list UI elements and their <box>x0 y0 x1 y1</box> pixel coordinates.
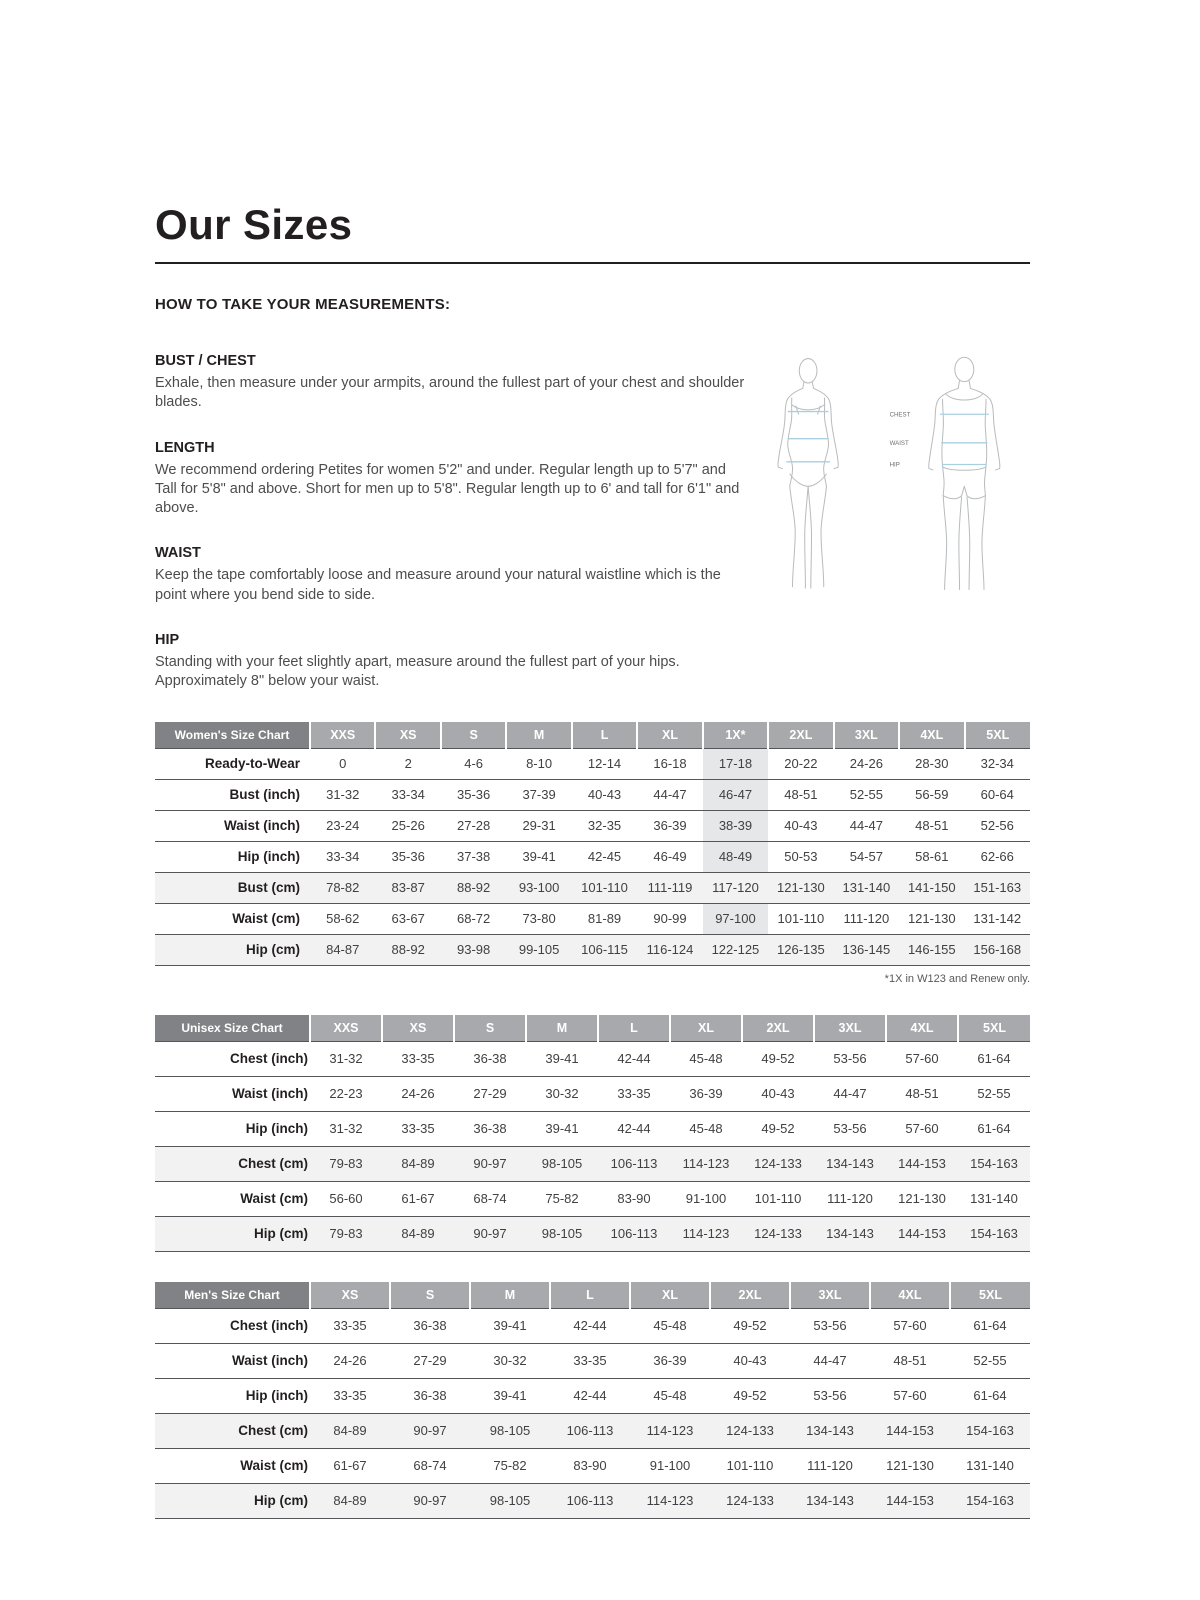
row-label: Waist (inch) <box>155 1343 310 1378</box>
size-cell: 134-143 <box>790 1413 870 1448</box>
size-cell: 54-57 <box>834 841 899 872</box>
section-text: Keep the tape comfortably loose and measure around your natural waistline which is the point where you bend side to side. <box>155 567 721 603</box>
size-cell: 33-34 <box>310 841 375 872</box>
size-cell: 68-72 <box>441 903 506 934</box>
table-title: Unisex Size Chart <box>155 1015 310 1042</box>
size-cell: 122-125 <box>703 934 768 965</box>
size-column-header: XL <box>630 1282 710 1309</box>
unisex-size-chart <box>155 1015 1030 1252</box>
size-cell: 93-100 <box>506 872 571 903</box>
size-cell: 16-18 <box>637 748 702 779</box>
size-cell: 31-32 <box>310 1111 382 1146</box>
size-cell: 131-140 <box>950 1448 1030 1483</box>
size-cell: 90-99 <box>637 903 702 934</box>
size-cell: 144-153 <box>886 1216 958 1251</box>
size-cell: 154-163 <box>950 1483 1030 1518</box>
size-cell: 88-92 <box>375 934 440 965</box>
size-cell: 33-35 <box>598 1076 670 1111</box>
size-column-header: 3XL <box>790 1282 870 1309</box>
size-cell: 136-145 <box>834 934 899 965</box>
size-cell: 52-56 <box>965 810 1030 841</box>
size-cell: 98-105 <box>470 1483 550 1518</box>
size-cell: 29-31 <box>506 810 571 841</box>
size-cell: 83-90 <box>550 1448 630 1483</box>
size-cell: 93-98 <box>441 934 506 965</box>
size-cell: 36-39 <box>637 810 702 841</box>
size-cell: 144-153 <box>886 1146 958 1181</box>
table-row <box>155 1483 1030 1518</box>
size-cell: 40-43 <box>572 779 637 810</box>
size-cell: 32-34 <box>965 748 1030 779</box>
size-cell: 61-67 <box>310 1448 390 1483</box>
size-cell: 114-123 <box>670 1216 742 1251</box>
section-text: Standing with your feet slightly apart, measure around the fullest part of your hips. Approximately 8" below your waist. <box>155 653 680 690</box>
size-column-header: L <box>550 1282 630 1309</box>
size-cell: 48-51 <box>899 810 964 841</box>
size-column-header: 3XL <box>834 722 899 749</box>
size-column-header: M <box>470 1282 550 1309</box>
size-column-header: 4XL <box>899 722 964 749</box>
size-cell: 131-142 <box>965 903 1030 934</box>
size-table <box>155 1015 1030 1252</box>
size-cell: 36-38 <box>390 1378 470 1413</box>
size-cell: 154-163 <box>950 1413 1030 1448</box>
size-cell: 111-120 <box>790 1448 870 1483</box>
size-cell: 124-133 <box>742 1146 814 1181</box>
table-row <box>155 1181 1030 1216</box>
size-cell: 84-89 <box>310 1413 390 1448</box>
table-title: Women's Size Chart <box>155 722 310 749</box>
table-row <box>155 810 1030 841</box>
size-column-header: XXS <box>310 1015 382 1042</box>
size-cell: 57-60 <box>886 1111 958 1146</box>
row-label: Hip (inch) <box>155 1111 310 1146</box>
size-cell: 156-168 <box>965 934 1030 965</box>
size-cell: 144-153 <box>870 1413 950 1448</box>
size-cell: 36-38 <box>390 1308 470 1343</box>
size-cell: 33-35 <box>550 1343 630 1378</box>
size-cell: 44-47 <box>814 1076 886 1111</box>
size-cell: 56-59 <box>899 779 964 810</box>
table-title: Men's Size Chart <box>155 1282 310 1309</box>
section-label: LENGTH <box>155 439 215 456</box>
size-cell: 27-29 <box>454 1076 526 1111</box>
row-label: Waist (inch) <box>155 1076 310 1111</box>
size-cell: 106-115 <box>572 934 637 965</box>
row-label: Ready-to-Wear <box>155 748 310 779</box>
size-cell: 40-43 <box>742 1076 814 1111</box>
size-cell: 101-110 <box>768 903 833 934</box>
size-column-header: 2XL <box>742 1015 814 1042</box>
size-cell: 42-44 <box>550 1378 630 1413</box>
table-row <box>155 1378 1030 1413</box>
row-label: Waist (inch) <box>155 810 310 841</box>
waist-line-label: WAIST <box>889 439 909 447</box>
row-label: Hip (cm) <box>155 934 310 965</box>
row-label: Hip (cm) <box>155 1216 310 1251</box>
table-row <box>155 1076 1030 1111</box>
size-cell: 78-82 <box>310 872 375 903</box>
size-cell: 53-56 <box>814 1111 886 1146</box>
size-cell: 106-113 <box>598 1216 670 1251</box>
size-cell: 53-56 <box>814 1041 886 1076</box>
size-table <box>155 1282 1030 1519</box>
size-cell: 48-51 <box>886 1076 958 1111</box>
size-cell: 79-83 <box>310 1216 382 1251</box>
size-cell: 33-35 <box>310 1378 390 1413</box>
size-cell: 37-38 <box>441 841 506 872</box>
size-cell: 52-55 <box>958 1076 1030 1111</box>
size-cell: 39-41 <box>506 841 571 872</box>
figure-illustration-column <box>747 296 1039 692</box>
size-cell: 36-39 <box>630 1343 710 1378</box>
size-cell: 121-130 <box>768 872 833 903</box>
size-cell: 42-44 <box>598 1041 670 1076</box>
size-column-header: 5XL <box>965 722 1030 749</box>
size-cell: 27-28 <box>441 810 506 841</box>
size-cell: 144-153 <box>870 1483 950 1518</box>
size-cell: 114-123 <box>670 1146 742 1181</box>
size-column-header: XL <box>637 722 702 749</box>
size-cell: 39-41 <box>470 1378 550 1413</box>
size-cell: 61-64 <box>950 1378 1030 1413</box>
size-cell: 30-32 <box>470 1343 550 1378</box>
size-column-header: 2XL <box>768 722 833 749</box>
table-row <box>155 1343 1030 1378</box>
size-cell: 58-62 <box>310 903 375 934</box>
size-cell: 44-47 <box>790 1343 870 1378</box>
size-cell: 68-74 <box>454 1181 526 1216</box>
size-cell: 91-100 <box>670 1181 742 1216</box>
row-label: Chest (inch) <box>155 1041 310 1076</box>
size-cell: 90-97 <box>454 1216 526 1251</box>
size-cell: 37-39 <box>506 779 571 810</box>
size-cell: 50-53 <box>768 841 833 872</box>
size-cell: 48-49 <box>703 841 768 872</box>
size-cell: 31-32 <box>310 1041 382 1076</box>
size-column-header: 5XL <box>950 1282 1030 1309</box>
size-cell: 53-56 <box>790 1308 870 1343</box>
size-cell: 35-36 <box>375 841 440 872</box>
section-text: Exhale, then measure under your armpits, around the fullest part of your chest and shoulder blades. <box>155 375 745 411</box>
table-row <box>155 934 1030 965</box>
row-label: Chest (inch) <box>155 1308 310 1343</box>
size-cell: 17-18 <box>703 748 768 779</box>
measurement-lines <box>786 412 988 465</box>
size-cell: 32-35 <box>572 810 637 841</box>
size-cell: 22-23 <box>310 1076 382 1111</box>
size-cell: 73-80 <box>506 903 571 934</box>
size-cell: 99-105 <box>506 934 571 965</box>
size-column-header: M <box>506 722 571 749</box>
size-column-header: M <box>526 1015 598 1042</box>
hip-line-label: HIP <box>889 461 900 469</box>
size-cell: 61-64 <box>950 1308 1030 1343</box>
size-column-header: 3XL <box>814 1015 886 1042</box>
size-cell: 46-49 <box>637 841 702 872</box>
size-cell: 84-87 <box>310 934 375 965</box>
size-cell: 49-52 <box>710 1308 790 1343</box>
size-cell: 134-143 <box>790 1483 870 1518</box>
size-cell: 101-110 <box>710 1448 790 1483</box>
size-cell: 124-133 <box>742 1216 814 1251</box>
size-cell: 0 <box>310 748 375 779</box>
size-cell: 98-105 <box>526 1216 598 1251</box>
size-cell: 33-35 <box>382 1041 454 1076</box>
row-label: Waist (cm) <box>155 1448 310 1483</box>
size-cell: 101-110 <box>742 1181 814 1216</box>
size-cell: 84-89 <box>382 1216 454 1251</box>
size-cell: 91-100 <box>630 1448 710 1483</box>
size-cell: 31-32 <box>310 779 375 810</box>
size-cell: 44-47 <box>834 810 899 841</box>
page-title: Our Sizes <box>155 201 353 248</box>
size-cell: 146-155 <box>899 934 964 965</box>
size-cell: 124-133 <box>710 1413 790 1448</box>
size-cell: 52-55 <box>950 1343 1030 1378</box>
table-row <box>155 1308 1030 1343</box>
row-label: Hip (inch) <box>155 1378 310 1413</box>
size-cell: 24-26 <box>834 748 899 779</box>
size-cell: 45-48 <box>670 1111 742 1146</box>
size-cell: 23-24 <box>310 810 375 841</box>
size-cell: 39-41 <box>526 1111 598 1146</box>
size-cell: 49-52 <box>742 1041 814 1076</box>
size-cell: 98-105 <box>470 1413 550 1448</box>
size-cell: 42-44 <box>550 1308 630 1343</box>
measurement-figures-illustration <box>747 302 1039 646</box>
size-column-header: 5XL <box>958 1015 1030 1042</box>
size-cell: 45-48 <box>630 1308 710 1343</box>
table-row <box>155 1041 1030 1076</box>
size-cell: 44-47 <box>637 779 702 810</box>
size-cell: 116-124 <box>637 934 702 965</box>
size-cell: 38-39 <box>703 810 768 841</box>
womens-size-chart <box>155 722 1030 966</box>
row-label: Bust (cm) <box>155 872 310 903</box>
size-cell: 39-41 <box>526 1041 598 1076</box>
size-cell: 60-64 <box>965 779 1030 810</box>
size-cell: 121-130 <box>899 903 964 934</box>
section-label: WAIST <box>155 545 201 562</box>
size-cell: 40-43 <box>710 1343 790 1378</box>
size-cell: 49-52 <box>710 1378 790 1413</box>
size-column-header: 2XL <box>710 1282 790 1309</box>
size-cell: 83-87 <box>375 872 440 903</box>
size-cell: 33-34 <box>375 779 440 810</box>
size-cell: 63-67 <box>375 903 440 934</box>
table-row <box>155 1448 1030 1483</box>
size-cell: 111-119 <box>637 872 702 903</box>
size-cell: 134-143 <box>814 1216 886 1251</box>
size-cell: 79-83 <box>310 1146 382 1181</box>
size-cell: 121-130 <box>886 1181 958 1216</box>
size-cell: 8-10 <box>506 748 571 779</box>
measurement-section-waist <box>155 545 747 605</box>
table-row <box>155 841 1030 872</box>
size-cell: 58-61 <box>899 841 964 872</box>
size-cell: 24-26 <box>310 1343 390 1378</box>
size-cell: 124-133 <box>710 1483 790 1518</box>
size-cell: 84-89 <box>382 1146 454 1181</box>
section-label: BUST / CHEST <box>155 353 256 369</box>
mens-size-chart <box>155 1282 1030 1519</box>
size-cell: 12-14 <box>572 748 637 779</box>
size-column-header: 4XL <box>870 1282 950 1309</box>
size-cell: 154-163 <box>958 1216 1030 1251</box>
size-cell: 114-123 <box>630 1413 710 1448</box>
size-cell: 48-51 <box>768 779 833 810</box>
size-cell: 141-150 <box>899 872 964 903</box>
size-cell: 98-105 <box>526 1146 598 1181</box>
size-cell: 57-60 <box>870 1308 950 1343</box>
table-row <box>155 1413 1030 1448</box>
row-label: Chest (cm) <box>155 1413 310 1448</box>
measurement-section-hip <box>155 632 747 692</box>
size-cell: 106-113 <box>550 1413 630 1448</box>
size-cell: 106-113 <box>598 1146 670 1181</box>
size-cell: 40-43 <box>768 810 833 841</box>
size-cell: 101-110 <box>572 872 637 903</box>
size-cell: 30-32 <box>526 1076 598 1111</box>
size-table <box>155 722 1030 966</box>
size-column-header: XL <box>670 1015 742 1042</box>
size-cell: 33-35 <box>310 1308 390 1343</box>
size-cell: 46-47 <box>703 779 768 810</box>
size-cell: 39-41 <box>470 1308 550 1343</box>
size-cell: 42-45 <box>572 841 637 872</box>
table-row <box>155 1216 1030 1251</box>
size-cell: 154-163 <box>958 1146 1030 1181</box>
size-cell: 61-64 <box>958 1041 1030 1076</box>
row-label: Waist (cm) <box>155 903 310 934</box>
size-column-header: L <box>572 722 637 749</box>
size-cell: 36-39 <box>670 1076 742 1111</box>
size-column-header: XS <box>310 1282 390 1309</box>
size-cell: 35-36 <box>441 779 506 810</box>
size-cell: 4-6 <box>441 748 506 779</box>
size-cell: 36-38 <box>454 1041 526 1076</box>
size-cell: 20-22 <box>768 748 833 779</box>
size-cell: 75-82 <box>470 1448 550 1483</box>
male-figure-outline <box>929 357 1000 589</box>
size-cell: 48-51 <box>870 1343 950 1378</box>
size-column-header: 4XL <box>886 1015 958 1042</box>
size-cell: 52-55 <box>834 779 899 810</box>
size-cell: 88-92 <box>441 872 506 903</box>
size-cell: 106-113 <box>550 1483 630 1518</box>
size-cell: 45-48 <box>670 1041 742 1076</box>
size-cell: 90-97 <box>390 1483 470 1518</box>
size-cell: 33-35 <box>382 1111 454 1146</box>
size-cell: 28-30 <box>899 748 964 779</box>
size-cell: 117-120 <box>703 872 768 903</box>
measurement-instructions <box>155 296 1030 692</box>
size-column-header: XS <box>375 722 440 749</box>
size-cell: 25-26 <box>375 810 440 841</box>
size-cell: 90-97 <box>454 1146 526 1181</box>
section-label: HIP <box>155 631 180 648</box>
size-cell: 134-143 <box>814 1146 886 1181</box>
chest-line-label: CHEST <box>889 411 911 419</box>
row-label: Hip (cm) <box>155 1483 310 1518</box>
size-column-header: S <box>441 722 506 749</box>
size-cell: 68-74 <box>390 1448 470 1483</box>
size-cell: 56-60 <box>310 1181 382 1216</box>
size-cell: 24-26 <box>382 1076 454 1111</box>
female-figure-outline <box>778 359 838 589</box>
size-cell: 2 <box>375 748 440 779</box>
size-cell: 57-60 <box>870 1378 950 1413</box>
table-row <box>155 748 1030 779</box>
size-cell: 84-89 <box>310 1483 390 1518</box>
size-cell: 49-52 <box>742 1111 814 1146</box>
size-cell: 42-44 <box>598 1111 670 1146</box>
size-cell: 75-82 <box>526 1181 598 1216</box>
size-cell: 111-120 <box>814 1181 886 1216</box>
size-column-header: 1X* <box>703 722 768 749</box>
section-text: We recommend ordering Petites for women 5'2" and under. Regular length up to 5'7" and Tall for 5'8" and above. Short for men up to 5'8". Regular length up to 6' and tall for 6'1" and above. <box>155 461 740 517</box>
instructions-heading: HOW TO TAKE YOUR MEASUREMENTS: <box>155 296 451 313</box>
title-divider <box>155 262 1030 264</box>
size-cell: 61-67 <box>382 1181 454 1216</box>
table-row <box>155 1146 1030 1181</box>
measurement-section-bust-chest <box>155 353 747 413</box>
size-column-header: S <box>454 1015 526 1042</box>
size-cell: 53-56 <box>790 1378 870 1413</box>
size-cell: 131-140 <box>958 1181 1030 1216</box>
size-cell: 62-66 <box>965 841 1030 872</box>
size-cell: 97-100 <box>703 903 768 934</box>
size-charts <box>155 722 1030 1519</box>
size-cell: 61-64 <box>958 1111 1030 1146</box>
size-cell: 36-38 <box>454 1111 526 1146</box>
size-cell: 27-29 <box>390 1343 470 1378</box>
row-label: Hip (inch) <box>155 841 310 872</box>
size-cell: 81-89 <box>572 903 637 934</box>
measurement-section-length <box>155 440 747 519</box>
size-cell: 45-48 <box>630 1378 710 1413</box>
row-label: Bust (inch) <box>155 779 310 810</box>
size-column-header: S <box>390 1282 470 1309</box>
row-label: Waist (cm) <box>155 1181 310 1216</box>
size-cell: 111-120 <box>834 903 899 934</box>
size-cell: 131-140 <box>834 872 899 903</box>
size-cell: 126-135 <box>768 934 833 965</box>
instructions-text-column <box>155 296 747 692</box>
size-cell: 57-60 <box>886 1041 958 1076</box>
womens-chart-footnote: *1X in W123 and Renew only. <box>884 972 1030 985</box>
size-cell: 90-97 <box>390 1413 470 1448</box>
size-cell: 151-163 <box>965 872 1030 903</box>
size-column-header: L <box>598 1015 670 1042</box>
table-row <box>155 1111 1030 1146</box>
table-row <box>155 872 1030 903</box>
size-cell: 121-130 <box>870 1448 950 1483</box>
size-column-header: XS <box>382 1015 454 1042</box>
size-cell: 114-123 <box>630 1483 710 1518</box>
table-row <box>155 779 1030 810</box>
size-cell: 83-90 <box>598 1181 670 1216</box>
size-column-header: XXS <box>310 722 375 749</box>
row-label: Chest (cm) <box>155 1146 310 1181</box>
table-row <box>155 903 1030 934</box>
